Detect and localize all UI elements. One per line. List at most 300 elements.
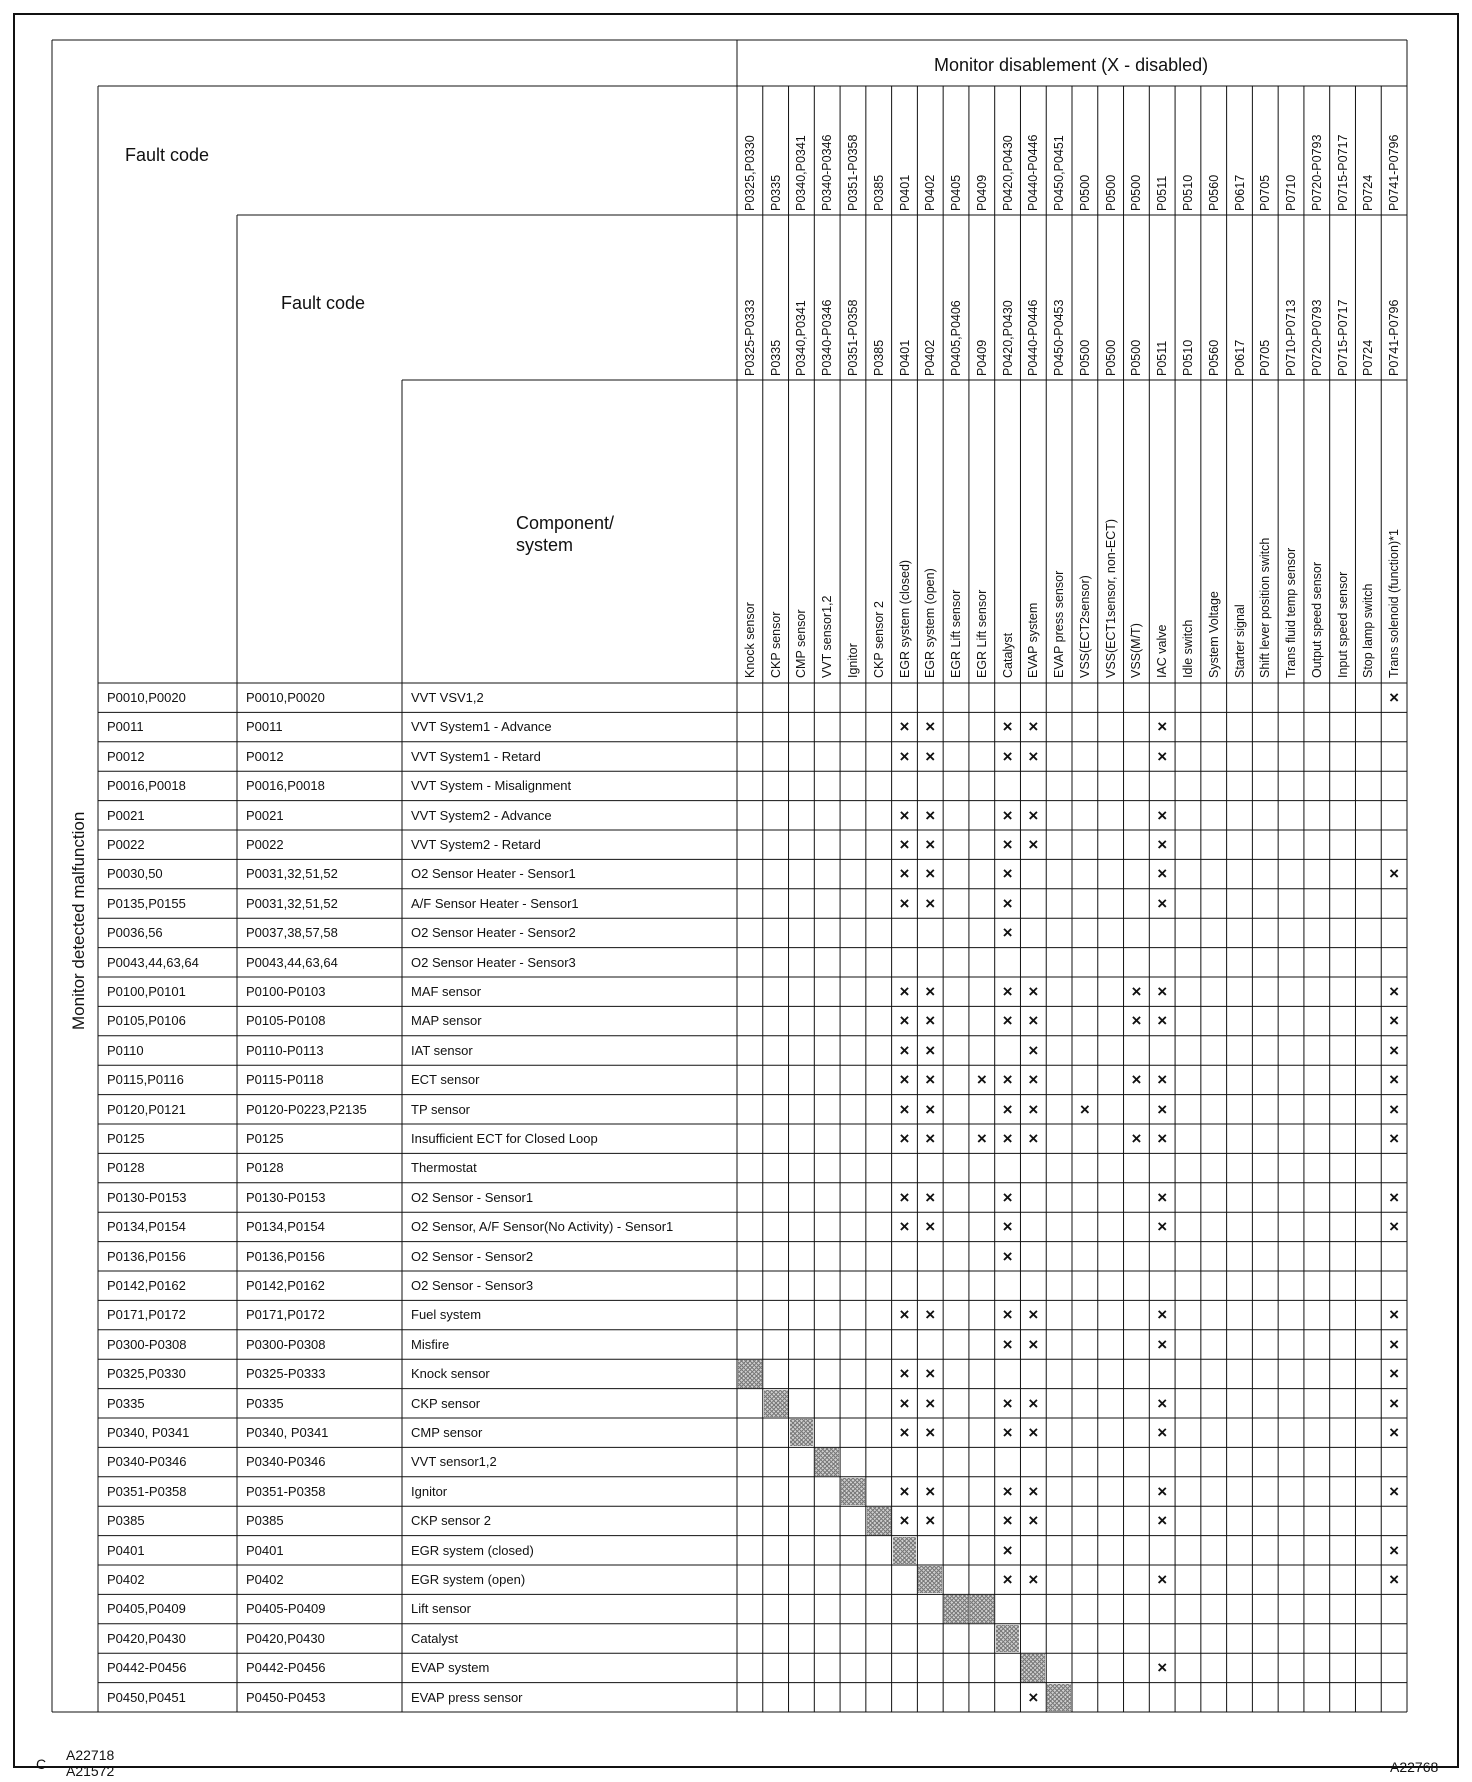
column-fault-code: P0500 xyxy=(1077,174,1092,211)
column-monitor-name: Idle switch xyxy=(1180,619,1195,678)
disabled-x-mark: × xyxy=(1389,1040,1400,1060)
disabled-x-mark: × xyxy=(899,717,910,737)
column-monitor-name: EGR system (open) xyxy=(923,568,938,678)
row-component: VVT System1 - Advance xyxy=(411,719,552,735)
row-component: Misfire xyxy=(411,1336,450,1352)
disabled-x-mark: × xyxy=(1002,1070,1013,1090)
row-component: Catalyst xyxy=(411,1630,458,1646)
row-fault-code-1: P0105,P0106 xyxy=(107,1013,186,1029)
disabled-x-mark: × xyxy=(1028,1393,1039,1413)
disabled-x-mark: × xyxy=(1157,1305,1168,1325)
disabled-x-mark: × xyxy=(925,1423,936,1442)
disabled-x-mark: × xyxy=(1157,864,1168,884)
column-fault-code: P0351-P0358 xyxy=(845,299,860,376)
row-fault-code-2: P0010,P0020 xyxy=(246,690,325,705)
fault-code-header-2: Fault code xyxy=(281,293,366,313)
column-fault-code: P0401 xyxy=(897,339,912,376)
row-fault-code-2: P0105-P0108 xyxy=(246,1013,326,1029)
row-fault-code-2: P0031,32,51,52 xyxy=(246,895,338,911)
column-monitor-name: Shift lever position switch xyxy=(1258,537,1273,678)
disabled-x-mark: × xyxy=(1028,1511,1039,1531)
disabled-x-mark: × xyxy=(1028,1687,1039,1707)
row-fault-code-1: P0401 xyxy=(107,1542,145,1558)
row-fault-code-1: P0128 xyxy=(107,1160,145,1176)
column-fault-code: P0420,P0430 xyxy=(1000,135,1015,211)
row-fault-code-1: P0021 xyxy=(107,807,145,823)
disabled-x-mark: × xyxy=(1028,1099,1039,1119)
row-fault-code-2: P0142,P0162 xyxy=(246,1278,325,1293)
disabled-x-mark: × xyxy=(1002,1481,1013,1501)
column-monitor-name: Knock sensor xyxy=(742,602,757,678)
column-fault-code: P0741-P0796 xyxy=(1387,134,1402,211)
row-component: VVT VSV1,2 xyxy=(411,690,484,705)
disabled-x-mark: × xyxy=(899,1070,910,1090)
row-component: O2 Sensor Heater - Sensor2 xyxy=(411,925,576,941)
column-monitor-name: Stop lamp switch xyxy=(1361,583,1376,678)
column-fault-code: P0335 xyxy=(768,174,783,211)
disabled-x-mark: × xyxy=(1002,1540,1013,1560)
column-monitor-name: CKP sensor 2 xyxy=(871,601,886,678)
column-fault-code: P0402 xyxy=(923,339,938,376)
disabled-x-mark: × xyxy=(1002,1393,1013,1413)
row-component: IAT sensor xyxy=(411,1042,473,1058)
row-fault-code-2: P0450-P0453 xyxy=(246,1689,326,1705)
row-fault-code-1: P0335 xyxy=(107,1395,145,1411)
disabled-x-mark: × xyxy=(925,1481,936,1501)
row-fault-code-1: P0135,P0155 xyxy=(107,895,186,911)
disabled-x-mark: × xyxy=(976,1129,987,1148)
row-fault-code-1: P0016,P0018 xyxy=(107,778,186,794)
disabled-x-mark: × xyxy=(1157,1187,1168,1207)
self-cell-shade xyxy=(790,1419,814,1446)
column-fault-code: P0409 xyxy=(974,174,989,211)
column-fault-code: P0710 xyxy=(1284,174,1299,211)
column-fault-code: P0325-P0333 xyxy=(742,299,757,376)
column-monitor-name: Output speed sensor xyxy=(1309,561,1324,678)
column-fault-code: P0340,P0341 xyxy=(794,300,809,376)
disabled-x-mark: × xyxy=(1131,1070,1142,1090)
disabled-x-mark: × xyxy=(1389,1011,1400,1031)
row-fault-code-2: P0335 xyxy=(246,1395,284,1411)
disabled-x-mark: × xyxy=(1157,1393,1168,1413)
row-fault-code-2: P0037,38,57,58 xyxy=(246,925,338,941)
column-fault-code: P0705 xyxy=(1258,174,1273,211)
column-monitor-name: Trans solenoid (function)*1 xyxy=(1387,529,1402,678)
row-component: VVT System1 - Retard xyxy=(411,748,541,764)
self-cell-shade xyxy=(1047,1684,1071,1711)
column-fault-code: P0500 xyxy=(1103,339,1118,376)
column-fault-code: P0500 xyxy=(1103,174,1118,211)
column-fault-code: P0325,P0330 xyxy=(742,135,757,211)
row-component: O2 Sensor - Sensor2 xyxy=(411,1248,534,1264)
disabled-x-mark: × xyxy=(925,1511,936,1531)
disabled-x-mark: × xyxy=(1028,1423,1039,1442)
column-fault-code: P0705 xyxy=(1258,339,1273,376)
disabled-x-mark: × xyxy=(1157,982,1168,1001)
row-fault-code-2: P0134,P0154 xyxy=(246,1219,325,1235)
disabled-x-mark: × xyxy=(899,1040,910,1060)
disabled-x-mark: × xyxy=(925,1305,936,1325)
row-component: Ignitor xyxy=(411,1483,448,1499)
column-fault-code: P0724 xyxy=(1361,339,1376,376)
disabled-x-mark: × xyxy=(1389,1099,1400,1119)
disabled-x-mark: × xyxy=(1157,893,1168,913)
row-fault-code-1: P0036,56 xyxy=(107,925,163,941)
disabled-x-mark: × xyxy=(899,835,910,854)
disabled-x-mark: × xyxy=(1002,1511,1013,1531)
disabled-x-mark: × xyxy=(899,1187,910,1207)
disabled-x-mark: × xyxy=(1157,1481,1168,1501)
disabled-x-mark: × xyxy=(925,1011,936,1031)
column-fault-code: P0401 xyxy=(897,174,912,211)
row-component: CKP sensor xyxy=(411,1395,481,1411)
column-fault-code: P0741-P0796 xyxy=(1387,299,1402,376)
disabled-x-mark: × xyxy=(1389,1217,1400,1237)
row-fault-code-2: P0402 xyxy=(246,1572,284,1587)
row-fault-code-2: P0031,32,51,52 xyxy=(246,866,338,882)
row-component: O2 Sensor Heater - Sensor3 xyxy=(411,954,576,970)
disabled-x-mark: × xyxy=(899,1217,910,1237)
column-fault-code: P0450,P0451 xyxy=(1052,135,1067,211)
disabled-x-mark: × xyxy=(925,1070,936,1090)
disabled-x-mark: × xyxy=(1131,1129,1142,1148)
row-fault-code-2: P0043,44,63,64 xyxy=(246,954,338,970)
column-fault-code: P0340-P0346 xyxy=(820,134,835,211)
row-fault-code-2: P0115-P0118 xyxy=(246,1072,324,1088)
disabled-x-mark: × xyxy=(925,864,936,884)
row-component: O2 Sensor - Sensor3 xyxy=(411,1278,534,1293)
column-fault-code: P0500 xyxy=(1077,339,1092,376)
self-cell-shade xyxy=(764,1390,788,1417)
row-fault-code-2: P0120-P0223,P2135 xyxy=(246,1101,367,1117)
disabled-x-mark: × xyxy=(925,835,936,854)
column-fault-code: P0510 xyxy=(1180,174,1195,211)
row-fault-code-1: P0110 xyxy=(107,1042,144,1058)
column-fault-code: P0511 xyxy=(1155,175,1170,211)
disabled-x-mark: × xyxy=(925,1364,936,1384)
disabled-x-mark: × xyxy=(1002,1423,1013,1442)
disabled-x-mark: × xyxy=(1389,1305,1400,1325)
column-fault-code: P0402 xyxy=(923,174,938,211)
disabled-x-mark: × xyxy=(899,1011,910,1031)
disabled-x-mark: × xyxy=(899,805,910,825)
self-cell-shade xyxy=(738,1360,762,1387)
monitor-detected-malfunction-label: Monitor detected malfunction xyxy=(69,811,88,1030)
disabled-x-mark: × xyxy=(1002,893,1013,913)
row-component: O2 Sensor Heater - Sensor1 xyxy=(411,866,576,882)
disabled-x-mark: × xyxy=(1157,717,1168,737)
disabled-x-mark: × xyxy=(1002,835,1013,854)
row-fault-code-2: P0016,P0018 xyxy=(246,778,325,794)
disabled-x-mark: × xyxy=(1389,688,1400,707)
disabled-x-mark: × xyxy=(899,746,910,766)
row-component: CMP sensor xyxy=(411,1425,483,1440)
disabled-x-mark: × xyxy=(1157,1011,1168,1031)
disabled-x-mark: × xyxy=(1157,746,1168,766)
disabled-x-mark: × xyxy=(1389,1187,1400,1207)
column-fault-code: P0440-P0446 xyxy=(1026,134,1041,211)
column-fault-code: P0340,P0341 xyxy=(794,135,809,211)
column-fault-code: P0385 xyxy=(871,174,886,211)
row-fault-code-1: P0442-P0456 xyxy=(107,1660,187,1676)
row-fault-code-1: P0100,P0101 xyxy=(107,984,186,999)
row-fault-code-1: P0125 xyxy=(107,1131,145,1146)
disabled-x-mark: × xyxy=(925,1217,936,1237)
self-cell-shade xyxy=(867,1507,891,1534)
disabled-x-mark: × xyxy=(1002,805,1013,825)
row-fault-code-1: P0340-P0346 xyxy=(107,1454,187,1470)
column-fault-code: P0724 xyxy=(1361,174,1376,211)
disabled-x-mark: × xyxy=(1389,1364,1400,1384)
row-fault-code-2: P0325-P0333 xyxy=(246,1366,326,1382)
row-fault-code-1: P0010,P0020 xyxy=(107,690,186,705)
column-monitor-name: VVT sensor1,2 xyxy=(820,595,835,678)
row-fault-code-1: P0136,P0156 xyxy=(107,1248,186,1264)
disabled-x-mark: × xyxy=(1002,1570,1013,1589)
disabled-x-mark: × xyxy=(899,1099,910,1119)
component-system-header: Component/ system xyxy=(516,513,615,555)
column-monitor-name: System Voltage xyxy=(1206,591,1221,678)
disabled-x-mark: × xyxy=(899,1481,910,1501)
row-fault-code-1: P0134,P0154 xyxy=(107,1219,186,1235)
disabled-x-mark: × xyxy=(899,1423,910,1442)
column-monitor-name: Starter signal xyxy=(1232,604,1247,678)
row-fault-code-1: P0012 xyxy=(107,748,145,764)
footer-ref-bottom: A21572 xyxy=(66,1763,115,1779)
row-fault-code-1: P0325,P0330 xyxy=(107,1366,186,1382)
row-component: TP sensor xyxy=(411,1101,471,1117)
disabled-x-mark: × xyxy=(925,805,936,825)
column-monitor-name: VSS(ECT2sensor) xyxy=(1077,575,1092,678)
self-cell-shade xyxy=(944,1595,968,1622)
row-component: A/F Sensor Heater - Sensor1 xyxy=(411,895,579,911)
disabled-x-mark: × xyxy=(1028,1570,1039,1589)
row-fault-code-1: P0405,P0409 xyxy=(107,1601,186,1617)
column-fault-code: P0715-P0717 xyxy=(1335,134,1350,211)
row-fault-code-2: P0012 xyxy=(246,748,284,764)
disabled-x-mark: × xyxy=(1028,1481,1039,1501)
disabled-x-mark: × xyxy=(1002,1099,1013,1119)
column-monitor-name: EGR Lift sensor xyxy=(974,589,989,678)
column-fault-code: P0715-P0717 xyxy=(1335,299,1350,376)
disabled-x-mark: × xyxy=(1157,1658,1168,1678)
disabled-x-mark: × xyxy=(899,982,910,1001)
column-fault-code: P0405,P0406 xyxy=(949,300,964,376)
disabled-x-mark: × xyxy=(1157,1570,1168,1589)
row-component: O2 Sensor - Sensor1 xyxy=(411,1189,534,1205)
column-monitor-name: EVAP system xyxy=(1026,602,1041,678)
footer-ref-top: A22718 xyxy=(66,1747,115,1763)
column-monitor-name: EGR Lift sensor xyxy=(949,589,964,678)
column-fault-code: P0340-P0346 xyxy=(820,299,835,376)
disabled-x-mark: × xyxy=(1002,1187,1013,1207)
disabled-x-mark: × xyxy=(1131,1011,1142,1031)
column-fault-code: P0385 xyxy=(871,339,886,376)
row-fault-code-1: P0120,P0121 xyxy=(107,1101,186,1117)
disabled-x-mark: × xyxy=(1002,1217,1013,1237)
row-component: EVAP press sensor xyxy=(411,1689,523,1705)
row-fault-code-2: P0340-P0346 xyxy=(246,1454,326,1470)
row-fault-code-1: P0030,50 xyxy=(107,866,163,882)
disabled-x-mark: × xyxy=(1002,923,1013,943)
disabled-x-mark: × xyxy=(1157,1217,1168,1237)
row-fault-code-2: P0442-P0456 xyxy=(246,1660,326,1676)
column-fault-code: P0710-P0713 xyxy=(1284,299,1299,376)
disabled-x-mark: × xyxy=(1028,1040,1039,1060)
column-fault-code: P0500 xyxy=(1129,339,1144,376)
column-monitor-name: CKP sensor xyxy=(768,611,783,678)
disabled-x-mark: × xyxy=(925,717,936,737)
row-fault-code-2: P0125 xyxy=(246,1131,284,1146)
row-fault-code-2: P0100-P0103 xyxy=(246,984,326,999)
row-fault-code-2: P0340, P0341 xyxy=(246,1425,329,1440)
disabled-x-mark: × xyxy=(1389,864,1400,884)
self-cell-shade xyxy=(893,1537,917,1564)
row-component: ECT sensor xyxy=(411,1072,480,1088)
disabled-x-mark: × xyxy=(1028,835,1039,854)
row-component: MAF sensor xyxy=(411,984,482,999)
column-fault-code: P0440-P0446 xyxy=(1026,299,1041,376)
disabled-x-mark: × xyxy=(1002,1129,1013,1148)
row-component: Thermostat xyxy=(411,1160,477,1176)
row-component: EGR system (open) xyxy=(411,1572,526,1587)
column-fault-code: P0560 xyxy=(1206,339,1221,376)
column-monitor-name: EVAP press sensor xyxy=(1052,570,1067,678)
column-monitor-name: Catalyst xyxy=(1000,632,1015,678)
column-fault-code: P0510 xyxy=(1180,339,1195,376)
fault-code-header-1: Fault code xyxy=(125,145,210,165)
column-monitor-name: EGR system (closed) xyxy=(897,559,912,678)
row-fault-code-2: P0110-P0113 xyxy=(246,1042,324,1058)
row-fault-code-2: P0130-P0153 xyxy=(246,1189,326,1205)
self-cell-shade xyxy=(841,1478,865,1505)
row-component: Lift sensor xyxy=(411,1601,471,1617)
disabled-x-mark: × xyxy=(1157,1099,1168,1119)
disabled-x-mark: × xyxy=(1002,717,1013,737)
row-fault-code-1: P0351-P0358 xyxy=(107,1483,187,1499)
disabled-x-mark: × xyxy=(899,1364,910,1384)
disabled-x-mark: × xyxy=(925,1040,936,1060)
disabled-x-mark: × xyxy=(1002,982,1013,1001)
disabled-x-mark: × xyxy=(899,893,910,913)
row-component: CKP sensor 2 xyxy=(411,1513,491,1529)
disabled-x-mark: × xyxy=(1157,805,1168,825)
row-component: VVT System2 - Retard xyxy=(411,837,541,852)
disabled-x-mark: × xyxy=(1002,746,1013,766)
disabled-x-mark: × xyxy=(1028,1070,1039,1090)
row-component: VVT System2 - Advance xyxy=(411,807,552,823)
disabled-x-mark: × xyxy=(1028,982,1039,1001)
disabled-x-mark: × xyxy=(1157,1070,1168,1090)
row-component: Fuel system xyxy=(411,1307,482,1323)
row-component: EVAP system xyxy=(411,1660,490,1676)
row-component: VVT System - Misalignment xyxy=(411,778,572,794)
disabled-x-mark: × xyxy=(1028,1334,1039,1354)
column-fault-code: P0617 xyxy=(1232,174,1247,211)
disabled-x-mark: × xyxy=(1157,1334,1168,1354)
disabled-x-mark: × xyxy=(899,1511,910,1531)
column-monitor-name: IAC valve xyxy=(1155,624,1170,678)
disabled-x-mark: × xyxy=(925,1187,936,1207)
row-fault-code-2: P0128 xyxy=(246,1160,284,1176)
disabled-x-mark: × xyxy=(925,746,936,766)
column-fault-code: P0450-P0453 xyxy=(1052,299,1067,376)
column-fault-code: P0409 xyxy=(974,339,989,376)
disabled-x-mark: × xyxy=(1157,1511,1168,1531)
disabled-x-mark: × xyxy=(1389,1570,1400,1589)
row-fault-code-1: P0450,P0451 xyxy=(107,1689,186,1705)
disabled-x-mark: × xyxy=(1079,1099,1090,1119)
row-fault-code-1: P0340, P0341 xyxy=(107,1425,190,1440)
row-fault-code-2: P0136,P0156 xyxy=(246,1248,325,1264)
disabled-x-mark: × xyxy=(899,1129,910,1148)
footer-ref-right: A22768 xyxy=(1390,1759,1439,1775)
disabled-x-mark: × xyxy=(1157,1423,1168,1442)
row-fault-code-1: P0043,44,63,64 xyxy=(107,954,199,970)
column-fault-code: P0351-P0358 xyxy=(845,134,860,211)
disabled-x-mark: × xyxy=(1389,1334,1400,1354)
column-monitor-name: VSS(M/T) xyxy=(1129,623,1144,678)
row-fault-code-1: P0011 xyxy=(107,719,144,735)
row-fault-code-2: P0021 xyxy=(246,807,284,823)
disabled-x-mark: × xyxy=(925,893,936,913)
column-fault-code: P0420,P0430 xyxy=(1000,300,1015,376)
disabled-x-mark: × xyxy=(1002,1011,1013,1031)
disabled-x-mark: × xyxy=(1389,1070,1400,1090)
disabled-x-mark: × xyxy=(925,1393,936,1413)
disabled-x-mark: × xyxy=(1028,1011,1039,1031)
column-fault-code: P0500 xyxy=(1129,174,1144,211)
row-fault-code-1: P0420,P0430 xyxy=(107,1630,186,1646)
self-cell-shade xyxy=(996,1625,1020,1652)
row-fault-code-2: P0405-P0409 xyxy=(246,1601,326,1617)
column-monitor-name: CMP sensor xyxy=(794,609,809,678)
disabled-x-mark: × xyxy=(899,864,910,884)
row-fault-code-2: P0022 xyxy=(246,837,284,852)
column-monitor-name: VSS(ECT1sensor, non-ECT) xyxy=(1103,518,1118,678)
disabled-x-mark: × xyxy=(1002,1334,1013,1354)
row-fault-code-1: P0300-P0308 xyxy=(107,1336,187,1352)
disabled-x-mark: × xyxy=(1157,1129,1168,1148)
row-component: VVT sensor1,2 xyxy=(411,1454,497,1470)
disabled-x-mark: × xyxy=(1157,835,1168,854)
row-fault-code-2: P0401 xyxy=(246,1542,284,1558)
row-fault-code-1: P0171,P0172 xyxy=(107,1307,186,1323)
row-fault-code-2: P0420,P0430 xyxy=(246,1630,325,1646)
disabled-x-mark: × xyxy=(1131,982,1142,1001)
disabled-x-mark: × xyxy=(1389,1481,1400,1501)
column-monitor-name: Input speed sensor xyxy=(1335,571,1350,678)
disabled-x-mark: × xyxy=(976,1070,987,1090)
disabled-x-mark: × xyxy=(925,1129,936,1148)
table-title: Monitor disablement (X - disabled) xyxy=(934,55,1209,75)
row-fault-code-2: P0011 xyxy=(246,719,283,735)
disabled-x-mark: × xyxy=(1389,982,1400,1001)
footer-corner-letter: C xyxy=(36,1756,47,1772)
row-fault-code-1: P0130-P0153 xyxy=(107,1189,187,1205)
disabled-x-mark: × xyxy=(925,982,936,1001)
disabled-x-mark: × xyxy=(1028,717,1039,737)
self-cell-shade xyxy=(970,1595,994,1622)
disabled-x-mark: × xyxy=(1002,864,1013,884)
disabled-x-mark: × xyxy=(1389,1540,1400,1560)
disabled-x-mark: × xyxy=(1389,1423,1400,1442)
self-cell-shade xyxy=(918,1566,942,1593)
disabled-x-mark: × xyxy=(1002,1305,1013,1325)
row-fault-code-1: P0385 xyxy=(107,1513,145,1529)
disabled-x-mark: × xyxy=(1389,1393,1400,1413)
row-fault-code-1: P0022 xyxy=(107,837,145,852)
